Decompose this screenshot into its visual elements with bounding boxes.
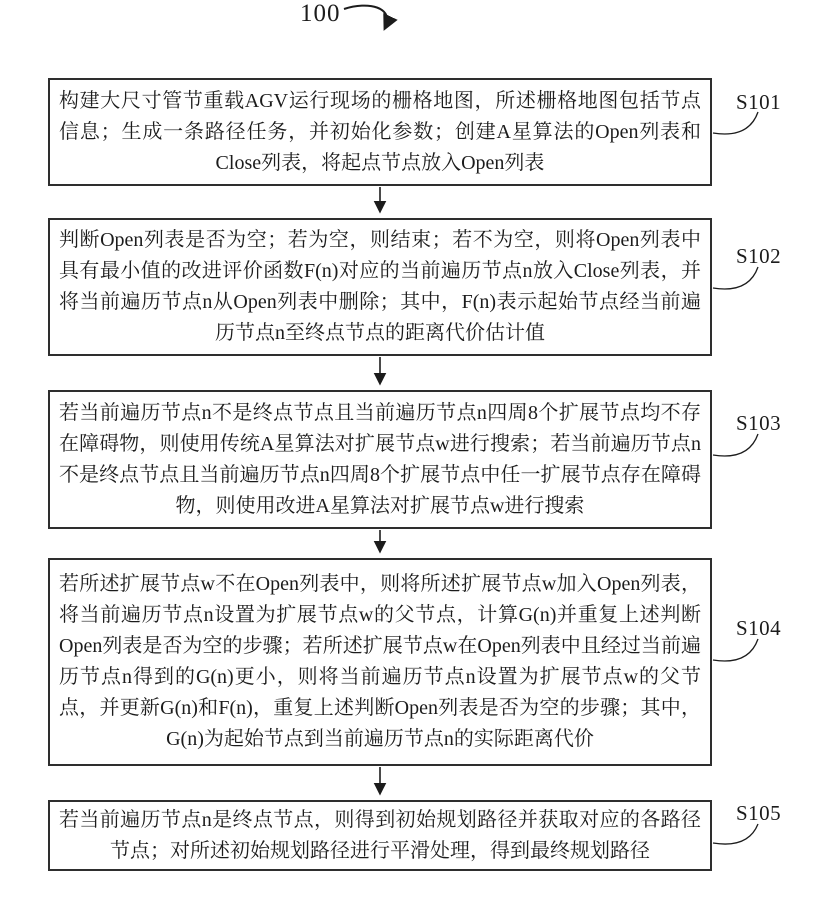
step-text-s103: 若当前遍历节点n不是终点节点且当前遍历节点n四周8个扩展节点均不存在障碍物，则使用传统A星算法对扩展节点w进行搜索；若当前遍历节点n不是终点节点且当前遍历节点n四周8个扩展节点中任一扩展节点存在障碍物，则使用改进A星算法对扩展节点w进行搜索 — [59, 401, 701, 517]
figure-reference-number: 100 — [300, 0, 341, 27]
step-box-s104 — [48, 558, 712, 766]
step-text-s102: 判断Open列表是否为空；若为空，则结束；若不为空，则将Open列表中具有最小值的改进评价函数F(n)对应的当前遍历节点n放入Close列表，并将当前遍历节点n从Open列表中删除；其中，F(n)表示起始节点经当前遍历节点n至终点节点的距离代价估计值 — [59, 229, 701, 344]
step-box-s103 — [48, 390, 712, 529]
leader-line-s105 — [713, 824, 758, 844]
leader-line-s104 — [713, 639, 758, 661]
step-text-s104: 若所述扩展节点w不在Open列表中，则将所述扩展节点w加入Open列表，将当前遍历节点n设置为扩展节点w的父节点，计算G(n)并重复上述判断Open列表是否为空的步骤；若所述扩展节点w在Open列表中且经过当前遍历节点n得到的G(n)更小，则将当前遍历节点n设置为扩展节点w的父节点，并更新G(n)和F(n)，重复上述判断Open列表是否为空的步骤；其中，G(n)为起始节点到当前遍历节点n的实际距离代价 — [59, 573, 701, 750]
leader-line-s102 — [713, 267, 758, 289]
reference-leader-arrow-icon — [344, 6, 387, 28]
leader-line-s101 — [713, 112, 758, 134]
step-label-s103: S103 — [736, 411, 782, 435]
step-label-s104: S104 — [736, 616, 782, 640]
step-box-s105 — [48, 800, 712, 871]
step-label-s102: S102 — [736, 244, 782, 268]
leader-line-s103 — [713, 434, 758, 456]
step-text-s105: 若当前遍历节点n是终点节点，则得到初始规划路径并获取对应的各路径节点；对所述初始规划路径进行平滑处理，得到最终规划路径 — [59, 808, 701, 862]
step-label-s101: S101 — [736, 90, 782, 114]
step-box-s102 — [48, 218, 712, 356]
step-label-s105: S105 — [736, 801, 782, 825]
step-text-s101: 构建大尺寸管节重载AGV运行现场的栅格地图，所述栅格地图包括节点信息；生成一条路径任务，并初始化参数；创建A星算法的Open列表和Close列表，将起点节点放入Open列表 — [59, 89, 701, 174]
step-box-s101 — [48, 78, 712, 186]
